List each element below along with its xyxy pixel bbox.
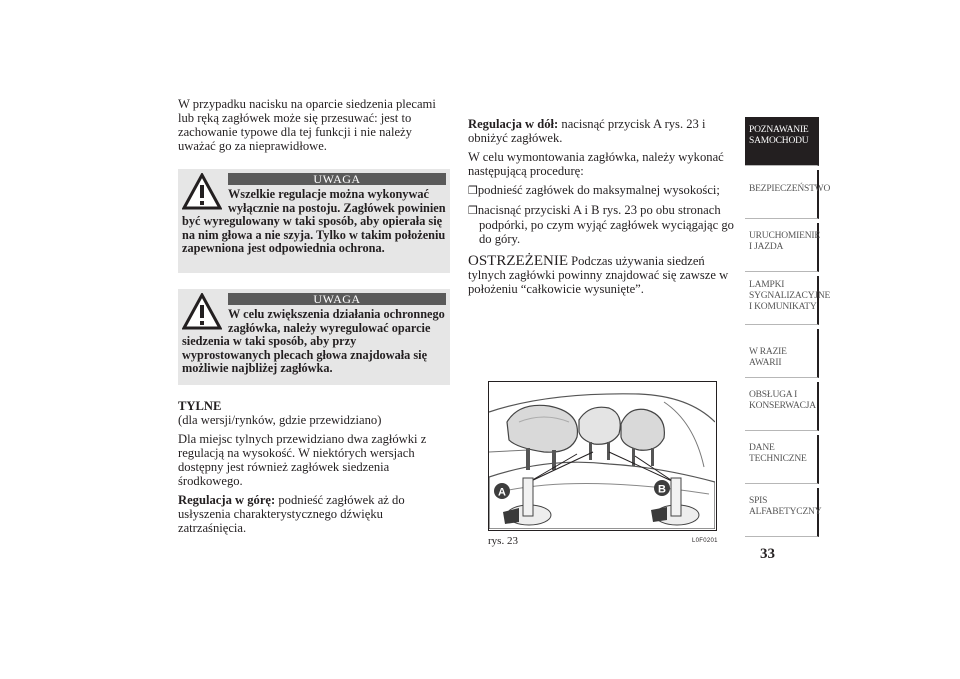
left-column — [178, 97, 450, 540]
page-number: 33 — [760, 546, 775, 562]
tab-lampki-sygnalizacyjne[interactable]: LAMPKI SYGNALIZACYJNE I KOMUNIKATY — [745, 276, 819, 325]
right-column — [468, 117, 734, 301]
list-item — [468, 183, 734, 198]
figure-caption: rys. 23 — [488, 535, 518, 547]
tab-bezpieczenstwo[interactable]: BEZPIECZEŃSTWO — [745, 170, 819, 219]
adjust-down-paragraph — [468, 117, 734, 145]
tab-poznawanie-samochodu[interactable]: POZNAWANIE SAMOCHODU — [745, 117, 819, 166]
checkbox-bullet-icon: ❒ — [468, 184, 478, 197]
rear-headrests-paragraph: Dla miejsc tylnych przewidziano dwa zagłówki z regulacją na wysokość. W niektórych wersjach dostępny jest również zagłówek siedzenia środkowego. — [178, 432, 427, 488]
warning-title: UWAGA — [228, 293, 446, 305]
section-subtitle: (dla wersji/rynków, gdzie przewidziano) — [178, 413, 382, 427]
headrest-right — [621, 409, 664, 466]
tab-obsluga-i-konserwacja[interactable]: OBSŁUGA I KONSERWACJA — [745, 382, 819, 431]
section-title: TYLNE — [178, 399, 222, 413]
adjust-up-label: Regulacja w górę: — [178, 493, 276, 507]
adjust-up-paragraph — [178, 493, 450, 535]
intro-paragraph: W przypadku nacisku na oparcie siedzenia plecami lub ręką zagłówek może się przesuwać: jest to zachowanie typowe dla tej funkcji i nie należy uważać go za nieprawidłowe. — [178, 97, 436, 153]
list-item — [468, 203, 734, 246]
adjust-up-text: podnieść zagłówek aż do usłyszenia charakterystycznego dźwięku zatrzaśnięcia. — [178, 493, 405, 535]
warning-title: UWAGA — [228, 173, 446, 185]
adjust-down-text: nacisnąć przycisk A rys. 23 i obniżyć zagłówek. — [468, 117, 706, 145]
warning-word: OSTRZEŻENIE — [468, 253, 568, 269]
warning-paragraph — [468, 254, 734, 296]
label-b: B — [658, 483, 666, 496]
warning-box-1 — [178, 169, 450, 273]
list-item-text: nacisnąć przyciski A i B rys. 23 po obu stronach podpórki, po czym wyjąć zagłówek wyciągając go do góry. — [477, 203, 734, 246]
figure-code: L0F0201 — [692, 538, 718, 544]
list-item-text: podnieść zagłówek do maksymalnej wysokości; — [477, 183, 720, 197]
removal-intro: W celu wymontowania zagłówka, należy wykonać następującą procedurę: — [468, 150, 724, 178]
tab-dane-techniczne[interactable]: DANE TECHNICZNE — [745, 435, 819, 484]
adjust-down-label: Regulacja w dół: — [468, 117, 559, 131]
tab-w-razie-awarii[interactable]: W RAZIE AWARII — [745, 329, 819, 378]
headrest-center — [579, 407, 620, 460]
warning-text: W celu zwiększenia działania ochronnego zagłówka, należy wyregulować oparcie siedzenia w taki sposób, aby przy wyprostowanych plecach głowa znajdowała się możliwie najbliżej zagłówka. — [182, 307, 445, 376]
headrest-figure — [488, 381, 717, 531]
warning-box-2 — [178, 289, 450, 385]
tab-uruchomienie-i-jazda[interactable]: URUCHOMIENIE I JAZDA — [745, 223, 819, 272]
warning-paragraph-text: Podczas używania siedzeń tylnych zagłówki powinny znajdować się zawsze w położeniu “całkowicie wysunięte”. — [468, 254, 729, 296]
label-a: A — [498, 486, 506, 499]
warning-triangle-icon — [182, 173, 222, 211]
rear-headrests-illustration — [489, 382, 715, 529]
checkbox-bullet-icon: ❒ — [468, 204, 478, 217]
warning-text: Wszelkie regulacje można wykonywać wyłącznie na postoju. Zagłówek powinien być wyregulowany w taki sposób, aby opierała się na nim głowa a nie szyja. Tylko w takim położeniu zapewniona jest odpowiednia ochrona. — [182, 187, 446, 256]
tab-spis-alfabetyczny[interactable]: SPIS ALFABETYCZNY — [745, 488, 819, 537]
warning-triangle-icon — [182, 293, 222, 331]
chapter-tabs — [745, 117, 831, 541]
